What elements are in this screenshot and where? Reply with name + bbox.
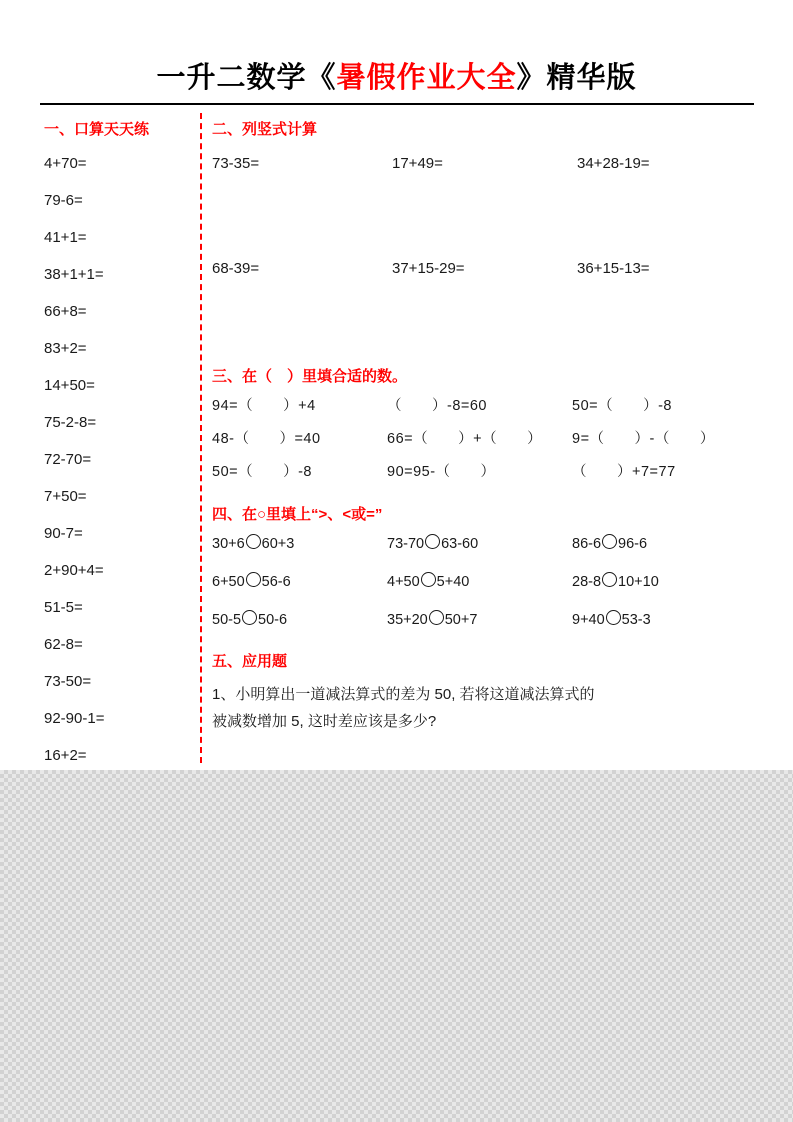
problem-cell: 73-35=: [212, 155, 260, 172]
compare-right: 56-6: [261, 574, 291, 590]
compare-left: 9+40: [572, 612, 605, 628]
title-suffix: 》精华版: [516, 62, 637, 94]
problem-cell: 50=（ ）-8: [572, 398, 672, 414]
section5-heading: 五、应用题: [212, 653, 288, 670]
circle-blank-icon: [602, 534, 617, 549]
title-divider: [40, 103, 754, 105]
section3-heading: 三、在（ ）里填合适的数。: [212, 368, 408, 385]
compare-right: 96-6: [618, 536, 648, 552]
problem-cell: 90=95-（ ）: [387, 464, 496, 480]
page-background-area: [0, 770, 793, 1122]
problem-cell: [212, 610, 387, 648]
problem-cell: 17+49=: [392, 155, 443, 172]
problem-cell: （ ）-8=60: [387, 398, 487, 414]
problem-cell: [572, 572, 752, 610]
problem-cell: 50=（ ）-8: [212, 464, 312, 480]
section1-heading: 一、口算天天练: [44, 121, 150, 138]
problem-row: [212, 610, 757, 648]
problem-cell: [387, 534, 572, 572]
problem-cell: 68-39=: [212, 260, 260, 277]
word-problem-line: 被减数增加 5, 这时差应该是多少?: [212, 713, 437, 730]
compare-left: 4+50: [387, 574, 420, 590]
problem-cell: 48-（ ）=40: [212, 431, 321, 447]
circle-blank-icon: [242, 610, 257, 625]
list-item: 73-50=: [44, 673, 92, 690]
circle-blank-icon: [425, 534, 440, 549]
list-item: 79-6=: [44, 192, 83, 209]
problem-row: [212, 155, 757, 260]
list-item: 66+8=: [44, 303, 87, 320]
section4-heading: 四、在○里填上“>、<或=”: [212, 506, 383, 523]
compare-left: 28-8: [572, 574, 602, 590]
section-compare: [212, 503, 757, 648]
problem-cell: [572, 610, 752, 648]
problem-cell: [212, 572, 387, 610]
circle-blank-icon: [421, 572, 436, 587]
problem-row: [212, 396, 757, 429]
problem-cell: 66=（ ）+（ ）: [387, 431, 543, 447]
section2-heading: 二、列竖式计算: [212, 121, 318, 138]
compare-right: 63-60: [441, 536, 479, 552]
compare-left: 30+6: [212, 536, 245, 552]
problem-cell: （ ）+7=77: [572, 464, 676, 480]
problem-cell: [572, 534, 752, 572]
list-item: 75-2-8=: [44, 414, 97, 431]
compare-left: 6+50: [212, 574, 245, 590]
compare-left: 86-6: [572, 536, 602, 552]
problem-row: [212, 534, 757, 572]
problem-cell: [387, 610, 572, 648]
list-item: 72-70=: [44, 451, 92, 468]
compare-right: 53-3: [621, 612, 651, 628]
problem-cell: 37+15-29=: [392, 260, 465, 277]
section-word-problems: [212, 650, 757, 735]
circle-blank-icon: [602, 572, 617, 587]
compare-right: 50-6: [258, 612, 288, 628]
compare-right: 50+7: [444, 612, 478, 628]
compare-right: 10+10: [618, 574, 659, 590]
problem-cell: 94=（ ）+4: [212, 398, 316, 414]
list-item: 4+70=: [44, 155, 87, 172]
list-item: 62-8=: [44, 636, 83, 653]
list-item: 90-7=: [44, 525, 83, 542]
circle-blank-icon: [246, 572, 261, 587]
list-item: 38+1+1=: [44, 266, 104, 283]
list-item: 7+50=: [44, 488, 87, 505]
list-item: 2+90+4=: [44, 562, 104, 579]
title-prefix: 一升二数学《: [156, 62, 337, 94]
column-divider: [200, 113, 202, 763]
compare-left: 73-70: [387, 536, 425, 552]
word-problem-1: [212, 681, 752, 735]
word-problem-line: 1、小明算出一道减法算式的差为 50, 若将这道减法算式的: [212, 686, 595, 703]
section-oral-calculation: [44, 118, 194, 782]
compare-right: 60+3: [261, 536, 295, 552]
section-vertical-calculation: [212, 118, 757, 365]
circle-blank-icon: [429, 610, 444, 625]
compare-left: 35+20: [387, 612, 428, 628]
list-item: 41+1=: [44, 229, 87, 246]
page-title: [0, 55, 793, 96]
problem-cell: [387, 572, 572, 610]
problem-cell: 9=（ ）-（ ）: [572, 431, 715, 447]
list-item: 14+50=: [44, 377, 95, 394]
compare-right: 5+40: [436, 574, 470, 590]
list-item: 83+2=: [44, 340, 87, 357]
problem-row: [212, 572, 757, 610]
problem-row: [212, 462, 757, 495]
list-item: 16+2=: [44, 747, 87, 764]
problem-cell: 34+28-19=: [577, 155, 650, 172]
problem-cell: [212, 534, 387, 572]
list-item: 51-5=: [44, 599, 83, 616]
circle-blank-icon: [246, 534, 261, 549]
section-fill-blanks: [212, 365, 757, 495]
problem-row: [212, 260, 757, 365]
circle-blank-icon: [606, 610, 621, 625]
problem-row: [212, 429, 757, 462]
compare-left: 50-5: [212, 612, 242, 628]
problem-cell: 36+15-13=: [577, 260, 650, 277]
title-highlight: 暑假作业大全: [336, 62, 517, 94]
list-item: 92-90-1=: [44, 710, 105, 727]
